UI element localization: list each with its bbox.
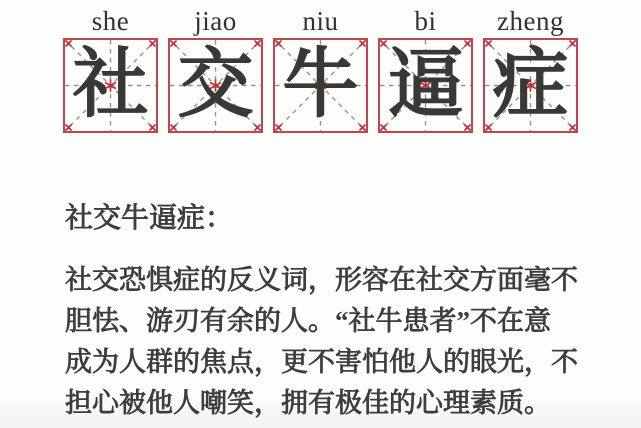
- definition-paragraph: [65, 260, 585, 424]
- practice-grid-box: [483, 38, 578, 133]
- pinyin-label: she: [91, 6, 130, 36]
- definition-line: 成为人群的焦点，更不害怕他人的眼光，不: [65, 347, 578, 377]
- practice-grid-box: [378, 38, 473, 133]
- hanzi-character: 社: [72, 43, 149, 127]
- pinyin-label: niu: [302, 6, 339, 36]
- definition-line: 胆怯、游刃有余的人。“社牛患者”不在意: [65, 306, 551, 336]
- pinyin-label: zheng: [497, 6, 564, 36]
- hanzi-character: 逼: [387, 43, 464, 127]
- character-cell-zheng: [483, 4, 578, 133]
- practice-grid-box: [168, 38, 263, 133]
- character-cell-jiao: [168, 4, 263, 133]
- practice-grid-box: [63, 38, 158, 133]
- hanzi-character: 牛: [282, 43, 359, 127]
- character-grid-row: [0, 4, 641, 133]
- character-cell-she: [63, 4, 158, 133]
- practice-grid-box: [273, 38, 368, 133]
- definition-line: 担心被他人嘲笑，拥有极佳的心理素质。: [65, 388, 551, 418]
- pinyin-label: jiao: [194, 6, 237, 36]
- definition-line: 社交恐惧症的反义词，形容在社交方面毫不: [65, 265, 578, 295]
- character-cell-bi: [378, 4, 473, 133]
- hanzi-character: 交: [177, 43, 254, 127]
- term-heading: 社交牛逼症：: [65, 203, 234, 234]
- hanzi-character: 症: [492, 43, 569, 127]
- pinyin-label: bi: [414, 6, 437, 36]
- character-cell-niu: [273, 4, 368, 133]
